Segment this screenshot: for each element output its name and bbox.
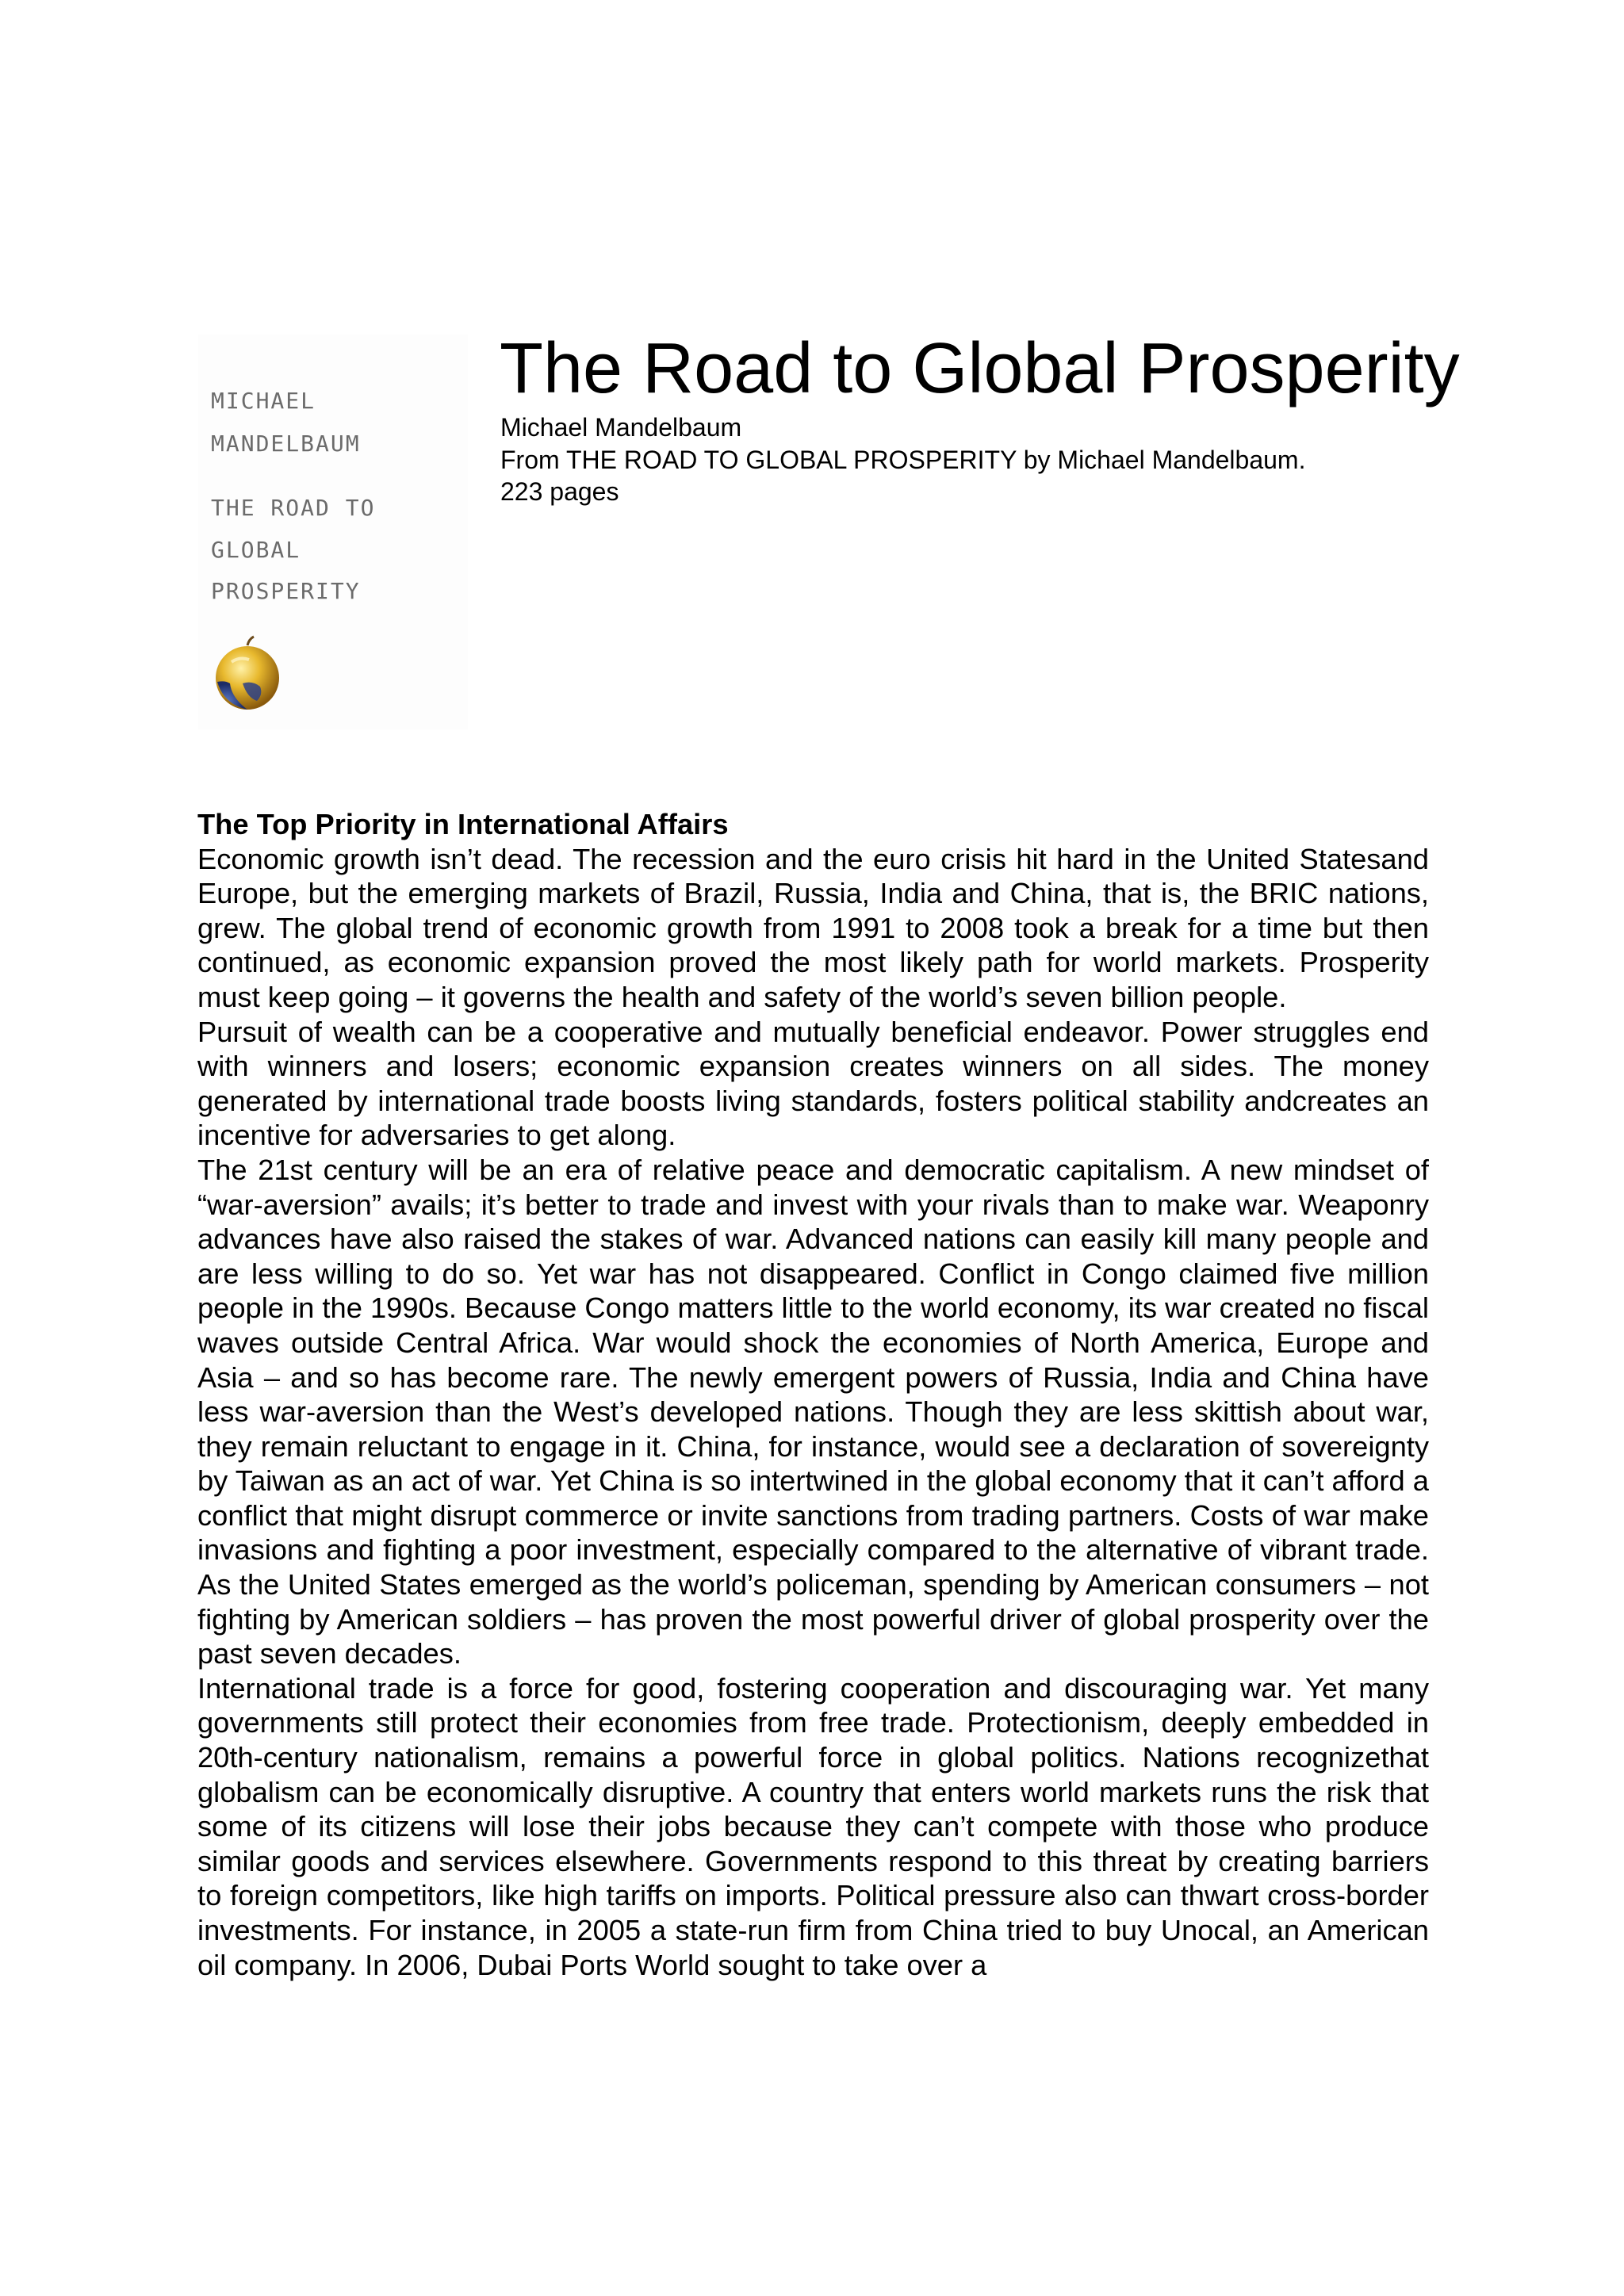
- cover-author-line-2: MANDELBAUM: [211, 430, 361, 457]
- source-line: From THE ROAD TO GLOBAL PROSPERITY by Michael Mandelbaum.: [500, 446, 1306, 474]
- author-name: Michael Mandelbaum: [500, 413, 742, 442]
- golden-apple-globe-icon: [208, 634, 287, 714]
- body-paragraph: Pursuit of wealth can be a cooperative and mutually beneficial endeavor. Power struggles end with winners and losers; economic expansion creates winners on all sides. The money generated by international trade boosts living standards, fosters political stability andcreates an incentive for adversaries to get along.: [197, 1015, 1429, 1152]
- cover-author-line-1: MICHAEL: [211, 388, 316, 414]
- section-heading: The Top Priority in International Affairs: [197, 808, 729, 840]
- body-paragraph: International trade is a force for good, fostering cooperation and discouraging war. Yet many governments still protect their economies from free trade. Protectionism, deeply embedded in 20th-century nationalism, remains a powerful force in global politics. Nations recognizethat globalism can be economically disruptive. A country that enters world markets runs the risk that some of its citizens will lose their jobs because they can’t compete with those who produce similar goods and services elsewhere. Governments respond to this threat by creating barriers to foreign competitors, like high tariffs on imports. Political pressure also can thwart cross-border investments. For instance, in 2005 a state-run firm from China tried to buy Unocal, an American oil company. In 2006, Dubai Ports World sought to take over a: [197, 1671, 1429, 1981]
- page-count: 223 pages: [500, 477, 619, 506]
- page-title: The Road to Global Prosperity: [500, 329, 1460, 408]
- cover-title-line-2: GLOBAL: [211, 537, 301, 563]
- body-paragraph: The 21st century will be an era of relative peace and democratic capitalism. A new mindset of “war-aversion” avails; it’s better to trade and invest with your rivals than to make war. Weaponry advances have also raised the stakes of war. Advanced nations can easily kill many people and are less willing to do so. Yet war has not disappeared. Conflict in Congo claimed five million people in the 1990s. Because Congo matters little to the world economy, its war created no fiscal waves outside Central Africa. War would shock the economies of North America, Europe and Asia – and so has become rare. The newly emergent powers of Russia, India and China have less war-aversion than the West’s developed nations. Though they are less skittish about war, they remain reluctant to engage in it. China, for instance, would see a declaration of sovereignty by Taiwan as an act of war. Yet China is so intertwined in the global economy that it can’t afford a conflict that might disrupt commerce or invite sanctions from trading partners. Costs of war make invasions and fighting a poor investment, especially compared to the alternative of vibrant trade. As the United States emerged as the world’s policeman, spending by American consumers – not fighting by American soldiers – has proven the most powerful driver of global prosperity over the past seven decades.: [197, 1153, 1429, 1670]
- cover-title-line-3: PROSPERITY: [211, 578, 361, 604]
- book-cover-image: [198, 335, 468, 729]
- summary-body: [197, 807, 1429, 1982]
- body-paragraph: Economic growth isn’t dead. The recession and the euro crisis hit hard in the United Statesand Europe, but the emerging markets of Brazil, Russia, India and China, that is, the BRIC nations, grew. The global trend of economic growth from 1991 to 2008 took a break for a time but then continued, as economic expansion proved the most likely path for world markets. Prosperity must keep going – it governs the health and safety of the world’s seven billion people.: [197, 842, 1429, 1013]
- cover-title-line-1: THE ROAD TO: [211, 495, 376, 521]
